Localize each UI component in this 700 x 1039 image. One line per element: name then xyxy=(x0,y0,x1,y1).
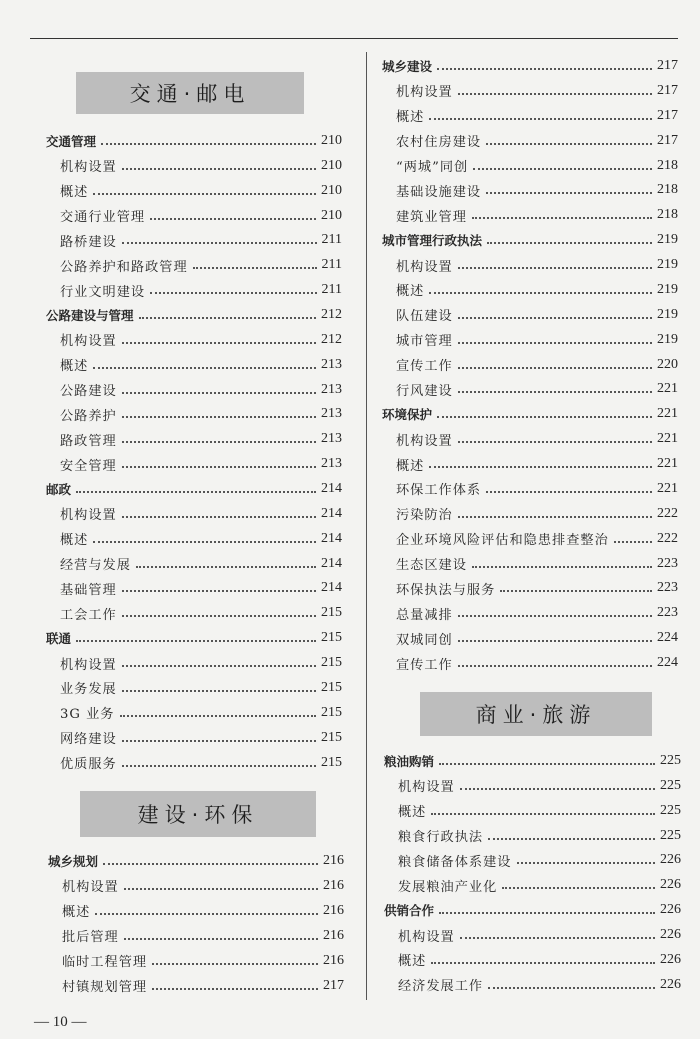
toc-entry-page: 226 xyxy=(660,902,681,918)
toc-entry-page: 210 xyxy=(321,182,342,198)
toc-section-entry[interactable] xyxy=(48,850,344,872)
toc-entry-page: 226 xyxy=(660,852,681,868)
toc-entry[interactable] xyxy=(60,702,342,724)
toc-entry[interactable] xyxy=(60,577,342,599)
toc-entry-page: 213 xyxy=(321,381,342,397)
toc-entry-label: 路政管理 xyxy=(60,433,117,449)
leader-dots xyxy=(122,690,316,692)
leader-dots xyxy=(431,962,655,964)
toc-entry[interactable] xyxy=(60,752,342,774)
leader-dots xyxy=(486,143,652,145)
toc-entry-label: 路桥建设 xyxy=(60,234,117,250)
leader-dots xyxy=(429,118,652,120)
toc-section-entry[interactable] xyxy=(382,55,678,77)
toc-entry-page: 226 xyxy=(660,976,681,992)
toc-entry-page: 212 xyxy=(321,331,342,347)
toc-entry[interactable] xyxy=(396,155,678,177)
toc-entry[interactable] xyxy=(396,378,678,400)
toc-entry[interactable] xyxy=(60,329,342,351)
toc-entry-label: 机构设置 xyxy=(398,929,455,945)
toc-entry[interactable] xyxy=(62,900,344,922)
leader-dots xyxy=(458,665,652,667)
toc-entry[interactable] xyxy=(62,925,344,947)
toc-entry-page: 217 xyxy=(323,977,344,993)
toc-entry[interactable] xyxy=(398,775,681,797)
toc-entry-page: 226 xyxy=(660,877,681,893)
toc-entry-label: 邮政 xyxy=(46,482,72,498)
toc-entry-page: 219 xyxy=(657,257,678,273)
toc-entry-label: 总量减排 xyxy=(396,607,453,623)
column-divider xyxy=(366,52,367,1000)
toc-entry[interactable] xyxy=(396,130,678,152)
toc-section-entry[interactable] xyxy=(382,403,678,425)
toc-entry-label: 概述 xyxy=(62,905,91,921)
toc-entry-label: 机构设置 xyxy=(398,780,455,796)
toc-entry-page: 217 xyxy=(657,107,678,123)
leader-dots xyxy=(458,615,652,617)
toc-entry-label: 城乡建设 xyxy=(382,59,433,74)
toc-entry-page: 214 xyxy=(321,580,342,596)
toc-entry-page: 218 xyxy=(657,157,678,173)
toc-entry-page: 215 xyxy=(321,704,342,720)
toc-section-entry[interactable] xyxy=(46,130,342,152)
leader-dots xyxy=(93,193,316,195)
toc-entry-page: 223 xyxy=(657,580,678,596)
top-rule xyxy=(30,38,678,39)
toc-entry-label: 宣传工作 xyxy=(396,657,453,673)
toc-entry-label: 城乡规划 xyxy=(48,854,99,869)
toc-entry-page: 214 xyxy=(321,555,342,571)
section-banner-construction: 建设·环保 xyxy=(80,791,316,837)
leader-dots xyxy=(76,491,316,493)
leader-dots xyxy=(139,317,316,319)
toc-entry-page: 225 xyxy=(660,827,681,843)
toc-entry-page: 216 xyxy=(323,877,344,893)
leader-dots xyxy=(76,640,316,642)
leader-dots xyxy=(124,938,318,940)
toc-section-entry[interactable] xyxy=(384,750,681,772)
toc-entry-page: 212 xyxy=(321,307,342,323)
toc-entry-page: 226 xyxy=(660,951,681,967)
toc-entry[interactable] xyxy=(398,825,681,847)
leader-dots xyxy=(122,416,316,418)
toc-entry-page: 223 xyxy=(657,605,678,621)
leader-dots xyxy=(431,813,655,815)
toc-entry-label: 村镇规划管理 xyxy=(62,980,148,995)
toc-entry-page: 217 xyxy=(657,58,678,73)
toc-entry-label: 粮食储备体系建设 xyxy=(398,854,512,870)
toc-section-entry[interactable] xyxy=(384,899,681,921)
leader-dots xyxy=(473,168,652,170)
toc-entry[interactable] xyxy=(60,379,342,401)
leader-dots xyxy=(122,242,317,244)
leader-dots xyxy=(95,913,318,915)
toc-section-entry[interactable] xyxy=(46,478,342,500)
leader-dots xyxy=(150,292,316,294)
toc-entry-page: 214 xyxy=(321,530,342,546)
leader-dots xyxy=(472,566,652,568)
toc-entry-label: 公路养护 xyxy=(60,408,117,424)
toc-entry-page: 219 xyxy=(657,232,678,248)
toc-entry-page: 211 xyxy=(321,257,342,273)
toc-entry-page: 225 xyxy=(660,753,681,768)
leader-dots xyxy=(122,740,316,742)
toc-entry[interactable] xyxy=(398,924,681,946)
toc-entry-page: 218 xyxy=(657,182,678,198)
toc-entry-page: 210 xyxy=(321,133,342,148)
toc-entry-label: 基础管理 xyxy=(60,582,117,598)
toc-entry-page: 224 xyxy=(657,655,678,671)
toc-entry-label: 机构设置 xyxy=(60,334,117,350)
leader-dots xyxy=(101,143,316,145)
toc-entry-page: 221 xyxy=(657,431,678,447)
toc-entry[interactable] xyxy=(396,503,678,525)
toc-section-entry[interactable] xyxy=(46,304,342,326)
toc-entry-label: 机构设置 xyxy=(62,880,119,896)
leader-dots xyxy=(136,566,316,568)
leader-dots xyxy=(103,863,318,865)
toc-entry-page: 215 xyxy=(321,754,342,770)
toc-entry-label: 供销合作 xyxy=(384,903,435,919)
leader-dots xyxy=(152,988,318,990)
toc-entry-label: 机构设置 xyxy=(60,657,117,673)
leader-dots xyxy=(458,391,652,393)
leader-dots xyxy=(122,392,316,394)
leader-dots xyxy=(488,987,655,989)
toc-entry-label: 宣传工作 xyxy=(396,359,453,375)
toc-entry[interactable] xyxy=(396,553,678,575)
leader-dots xyxy=(458,516,652,518)
leader-dots xyxy=(458,93,652,95)
leader-dots xyxy=(122,665,316,667)
toc-entry[interactable] xyxy=(396,453,678,475)
toc-entry-label: 行风建设 xyxy=(396,383,453,399)
leader-dots xyxy=(193,267,317,269)
toc-section-entry[interactable] xyxy=(382,229,678,251)
leader-dots xyxy=(93,541,316,543)
toc-entry-label: 基础设施建设 xyxy=(396,184,482,200)
toc-entry-label: 概述 xyxy=(60,185,89,201)
toc-entry[interactable] xyxy=(396,204,678,226)
toc-entry-label: 机构设置 xyxy=(60,160,117,176)
toc-entry[interactable] xyxy=(60,205,342,227)
leader-dots xyxy=(458,640,652,642)
toc-entry-label: 环境保护 xyxy=(382,407,433,423)
toc-entry[interactable] xyxy=(398,974,681,996)
toc-entry-page: 221 xyxy=(657,381,678,397)
toc-entry-label: 城市管理 xyxy=(396,334,453,350)
toc-entry[interactable] xyxy=(396,652,678,674)
toc-entry[interactable] xyxy=(396,428,678,450)
toc-entry-label: 公路养护和路政管理 xyxy=(60,259,188,275)
toc-entry-label: 建筑业管理 xyxy=(396,209,467,225)
toc-entry-page: 225 xyxy=(660,802,681,818)
toc-entry-page: 219 xyxy=(657,306,678,322)
leader-dots xyxy=(486,192,652,194)
toc-entry-page: 213 xyxy=(321,406,342,422)
leader-dots xyxy=(122,466,316,468)
leader-dots xyxy=(429,466,652,468)
page-number: — 10 — xyxy=(34,1014,87,1030)
toc-entry-label: 概述 xyxy=(398,805,427,821)
leader-dots xyxy=(122,615,316,617)
toc-entry[interactable] xyxy=(60,727,342,749)
toc-entry[interactable] xyxy=(62,875,344,897)
toc-entry-page: 216 xyxy=(323,902,344,918)
toc-entry-label: 发展粮油产业化 xyxy=(398,879,498,895)
leader-dots xyxy=(122,441,316,443)
toc-entry[interactable] xyxy=(62,975,344,997)
toc-entry-label: 城市管理行政执法 xyxy=(382,233,483,249)
toc-entry[interactable] xyxy=(396,279,678,301)
leader-dots xyxy=(460,937,655,939)
toc-entry[interactable] xyxy=(396,329,678,351)
toc-section-entry[interactable] xyxy=(46,627,342,649)
toc-entry-page: 222 xyxy=(657,505,678,521)
leader-dots xyxy=(122,342,316,344)
toc-entry[interactable] xyxy=(60,528,342,550)
toc-entry-page: 220 xyxy=(657,356,678,372)
toc-entry[interactable] xyxy=(398,874,681,896)
leader-dots xyxy=(429,292,652,294)
leader-dots xyxy=(458,267,652,269)
toc-entry[interactable] xyxy=(60,602,342,624)
toc-entry[interactable] xyxy=(396,80,678,102)
toc-entry-label: 交通行业管理 xyxy=(60,210,146,226)
toc-entry-page: 215 xyxy=(321,679,342,695)
toc-entry[interactable] xyxy=(398,800,681,822)
leader-dots xyxy=(120,715,317,717)
toc-entry-page: 221 xyxy=(657,480,678,496)
toc-entry[interactable] xyxy=(60,155,342,177)
toc-entry[interactable] xyxy=(396,254,678,276)
toc-entry-page: 214 xyxy=(321,481,342,497)
leader-dots xyxy=(150,218,316,220)
toc-entry-page: 225 xyxy=(660,777,681,793)
toc-entry-label: 优质服务 xyxy=(60,757,117,772)
toc-entry-label: 3G 业务 xyxy=(60,707,115,723)
toc-entry-label: 企业环境风险评估和隐患排查整治 xyxy=(396,533,609,549)
leader-dots xyxy=(458,441,652,443)
toc-entry[interactable] xyxy=(60,453,342,475)
leader-dots xyxy=(152,963,318,965)
toc-entry-label: 生态区建设 xyxy=(396,558,467,574)
toc-entry-label: 批后管理 xyxy=(62,930,119,946)
leader-dots xyxy=(458,367,652,369)
toc-entry-page: 215 xyxy=(321,605,342,621)
toc-entry-label: 粮油购销 xyxy=(384,754,435,769)
toc-entry-page: 217 xyxy=(657,82,678,98)
toc-entry[interactable] xyxy=(396,528,678,550)
toc-entry-page: 210 xyxy=(321,207,342,223)
toc-entry-label: 机构设置 xyxy=(396,259,453,275)
toc-entry-label: 公路建设与管理 xyxy=(46,308,134,324)
toc-entry-label: “两城”同创 xyxy=(396,160,469,176)
toc-entry-page: 218 xyxy=(657,207,678,223)
leader-dots xyxy=(439,912,655,914)
toc-entry-page: 214 xyxy=(321,505,342,521)
leader-dots xyxy=(437,416,652,418)
leader-dots xyxy=(122,765,316,767)
toc-entry-label: 概述 xyxy=(398,954,427,970)
leader-dots xyxy=(458,342,652,344)
toc-entry[interactable] xyxy=(396,354,678,376)
leader-dots xyxy=(122,590,316,592)
toc-entry-page: 215 xyxy=(321,630,342,646)
toc-entry-page: 213 xyxy=(321,431,342,447)
leader-dots xyxy=(460,788,655,790)
toc-entry-label: 概述 xyxy=(60,359,89,375)
toc-entry-page: 217 xyxy=(657,132,678,148)
leader-dots xyxy=(517,862,656,864)
toc-entry-label: 工会工作 xyxy=(60,607,117,623)
toc-entry-page: 224 xyxy=(657,630,678,646)
toc-entry-label: 机构设置 xyxy=(396,85,453,101)
toc-entry-label: 公路建设 xyxy=(60,384,117,400)
toc-entry[interactable] xyxy=(62,950,344,972)
toc-entry-page: 215 xyxy=(321,729,342,745)
leader-dots xyxy=(614,541,652,543)
toc-entry-label: 联通 xyxy=(46,631,72,647)
toc-entry-label: 粮食行政执法 xyxy=(398,830,484,846)
toc-entry-label: 概述 xyxy=(60,533,89,549)
toc-entry-page: 216 xyxy=(323,952,344,968)
toc-entry-page: 219 xyxy=(657,331,678,347)
toc-entry[interactable] xyxy=(396,304,678,326)
toc-entry-label: 网络建设 xyxy=(60,732,117,748)
toc-entry[interactable] xyxy=(396,105,678,127)
toc-entry[interactable] xyxy=(398,849,681,871)
toc-entry-label: 经济发展工作 xyxy=(398,979,484,995)
toc-entry[interactable] xyxy=(396,602,678,624)
toc-entry[interactable] xyxy=(396,627,678,649)
toc-entry-page: 222 xyxy=(657,530,678,546)
toc-entry-label: 行业文明建设 xyxy=(60,284,146,300)
section-banner-commerce: 商业·旅游 xyxy=(420,692,652,736)
toc-entry[interactable] xyxy=(60,229,342,251)
toc-entry[interactable] xyxy=(60,279,342,301)
toc-entry-page: 219 xyxy=(657,281,678,297)
toc-entry-label: 安全管理 xyxy=(60,458,117,474)
toc-entry[interactable] xyxy=(60,677,342,699)
toc-entry-page: 226 xyxy=(660,927,681,943)
leader-dots xyxy=(472,217,652,219)
section-banner-transport: 交通·邮电 xyxy=(76,72,304,114)
leader-dots xyxy=(488,838,655,840)
toc-entry-label: 概述 xyxy=(396,110,425,126)
toc-entry-page: 213 xyxy=(321,356,342,372)
toc-entry[interactable] xyxy=(60,652,342,674)
leader-dots xyxy=(124,888,318,890)
toc-entry-label: 经营与发展 xyxy=(60,558,131,574)
toc-entry-label: 机构设置 xyxy=(396,433,453,449)
toc-entry-label: 概述 xyxy=(396,458,425,474)
leader-dots xyxy=(486,491,652,493)
toc-entry[interactable] xyxy=(60,180,342,202)
leader-dots xyxy=(500,590,652,592)
toc-entry-label: 环保工作体系 xyxy=(396,483,482,499)
toc-entry-page: 211 xyxy=(321,282,342,298)
toc-entry[interactable] xyxy=(60,428,342,450)
leader-dots xyxy=(93,367,316,369)
toc-entry-page: 221 xyxy=(657,456,678,472)
toc-entry-label: 概述 xyxy=(396,284,425,300)
toc-entry-label: 双城同创 xyxy=(396,632,453,648)
toc-entry-page: 221 xyxy=(657,406,678,422)
toc-entry-label: 队伍建设 xyxy=(396,309,453,325)
toc-entry[interactable] xyxy=(398,949,681,971)
leader-dots xyxy=(458,317,652,319)
toc-entry-label: 环保执法与服务 xyxy=(396,582,496,598)
toc-entry[interactable] xyxy=(60,503,342,525)
toc-entry[interactable] xyxy=(60,403,342,425)
toc-entry-label: 农村住房建设 xyxy=(396,135,482,151)
leader-dots xyxy=(439,763,655,765)
toc-entry-page: 213 xyxy=(321,456,342,472)
leader-dots xyxy=(487,242,652,244)
toc-entry[interactable] xyxy=(396,179,678,201)
toc-entry-page: 215 xyxy=(321,655,342,671)
leader-dots xyxy=(502,887,655,889)
toc-entry[interactable] xyxy=(60,354,342,376)
toc-entry-page: 210 xyxy=(321,157,342,173)
toc-entry-label: 临时工程管理 xyxy=(62,955,148,971)
toc-entry-page: 223 xyxy=(657,555,678,571)
toc-entry-label: 交通管理 xyxy=(46,134,97,149)
toc-entry[interactable] xyxy=(60,553,342,575)
toc-entry-label: 机构设置 xyxy=(60,508,117,524)
toc-entry-page: 216 xyxy=(323,853,344,868)
toc-entry[interactable] xyxy=(396,577,678,599)
leader-dots xyxy=(437,68,652,70)
toc-entry[interactable] xyxy=(396,478,678,500)
toc-entry-page: 216 xyxy=(323,927,344,943)
toc-entry-label: 污染防治 xyxy=(396,508,453,524)
toc-entry-page: 211 xyxy=(321,232,342,248)
toc-entry[interactable] xyxy=(60,254,342,276)
leader-dots xyxy=(122,168,316,170)
toc-entry-label: 业务发展 xyxy=(60,682,117,698)
leader-dots xyxy=(122,516,316,518)
